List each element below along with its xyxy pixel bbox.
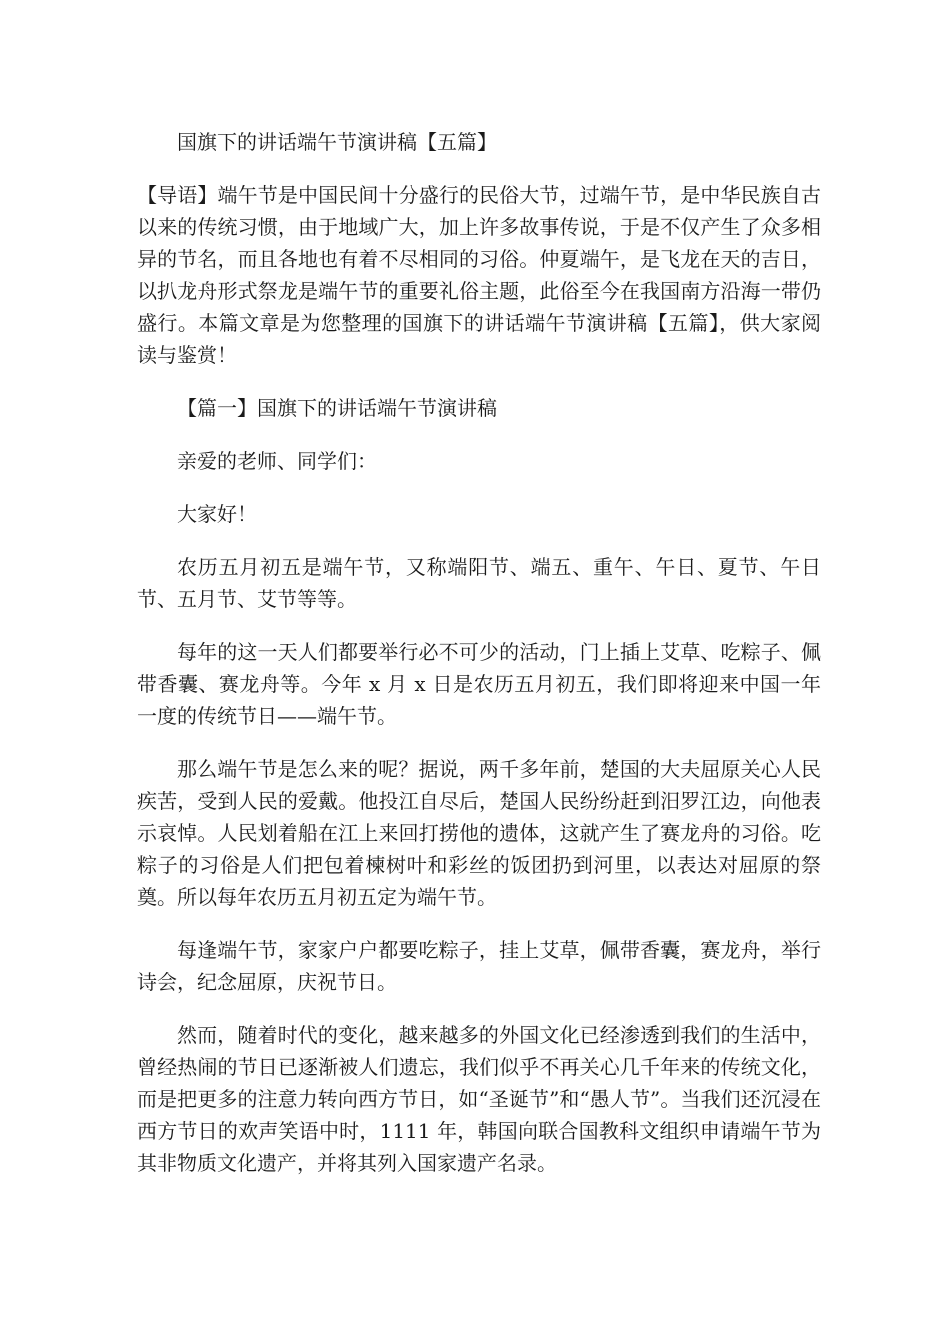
salutation-paragraph: 亲爱的老师、同学们： [177,449,377,473]
body-paragraph: 然而，随着时代的变化，越来越多的外国文化已经渗透到我们的生活中，曾经热闹的节日已逐渐被人们遗忘，我们似乎不再关心几千年来的传统文化，而是把更多的注意力转向西方节日，如“圣诞节”和“愚人节”。当我们还沉浸在西方节日的欢声笑语中时，1111 年，韩国向联合国教科文组织申请端午节为其非物质文化遗产，并将其列入国家遗产名录。 [137,1023,821,1175]
document-page [137,126,821,1200]
body-paragraph: 每年的这一天人们都要举行必不可少的活动，门上插上艾草、吃粽子、佩带香囊、赛龙舟等。今年 x 月 x 日是农历五月初五，我们即将迎来中国一年一度的传统节日——端午节。 [137,640,821,728]
body-paragraph: 农历五月初五是端午节，又称端阳节、端五、重午、午日、夏节、午日节、五月节、艾节等等。 [137,555,821,611]
greeting-paragraph: 大家好！ [177,502,257,526]
intro-paragraph: 【导语】端午节是中国民间十分盛行的民俗大节，过端午节，是中华民族自古以来的传统习惯，由于地域广大，加上许多故事传说，于是不仅产生了众多相异的节名，而且各地也有着不尽相同的习俗。仲夏端午，是飞龙在天的吉日，以扒龙舟形式祭龙是端午节的重要礼俗主题，此俗至今在我国南方沿海一带仍盛行。本篇文章是为您整理的国旗下的讲话端午节演讲稿【五篇】，供大家阅读与鉴赏！ [137,183,821,367]
body-paragraph: 每逢端午节，家家户户都要吃粽子，挂上艾草，佩带香囊，赛龙舟，举行诗会，纪念屈原，庆祝节日。 [137,938,821,994]
section-heading: 【篇一】国旗下的讲话端午节演讲稿 [177,396,497,420]
document-title: 国旗下的讲话端午节演讲稿【五篇】 [177,130,497,154]
body-paragraph: 那么端午节是怎么来的呢？据说，两千多年前，楚国的大夫屈原关心人民疾苦，受到人民的爱戴。他投江自尽后，楚国人民纷纷赶到汨罗江边，向他表示哀悼。人民划着船在江上来回打捞他的遗体，这就产生了赛龙舟的习俗。吃粽子的习俗是人们把包着楝树叶和彩丝的饭团扔到河里，以表达对屈原的祭奠。所以每年农历五月初五定为端午节。 [137,757,821,909]
